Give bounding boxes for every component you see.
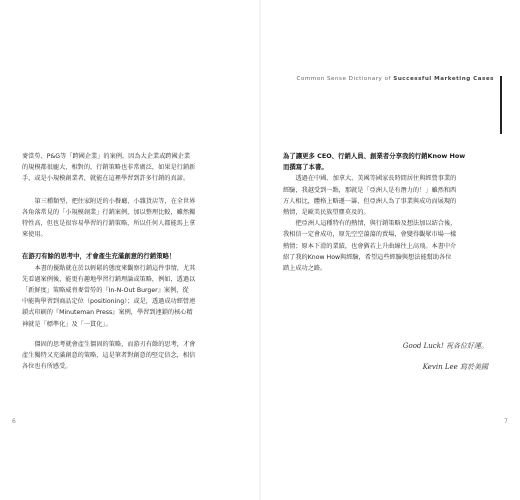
text-line: 各角落常見的「小規模創業」行銷案例，加以整理比較，雖然獨 <box>22 208 196 216</box>
text-line: 特性高，但也是很容易學習的行銷策略，所以任何人都能馬上拿 <box>22 220 196 228</box>
text-line: 鎖式印刷的『Minuteman Press』案例，學習到連鎖的核心精 <box>22 309 193 317</box>
closing-greeting: Good Luck! 祝各位好運。 <box>402 342 488 350</box>
text-line: 我相信一定會成功，原先空空蕩蕩的賣場，會變得觀眾市場一樣 <box>283 231 457 239</box>
text-line: 方人相比，體格上略遜一籌，但亞洲人為了事業與成功而展現的 <box>283 197 457 205</box>
left-page-text <box>22 151 240 372</box>
left-para-1 <box>22 151 240 185</box>
text-line: 各位也有所感受。 <box>22 363 72 371</box>
text-line: 的規模都很龐大，相對的，行銷策略也非常廣泛，如果是行銷新 <box>22 164 196 172</box>
text-line: 本書的優點就在於以輕鬆的態度來觀察行銷這件事情，尤其 <box>34 264 196 272</box>
right-para-2 <box>283 218 495 274</box>
text-line: 先看過案例後，能更有趣地學習行銷理論或策略，例如，透過以 <box>22 275 196 283</box>
text-line: 熱情，是歐美民族望塵莫及的。 <box>283 209 370 217</box>
left-para-3 <box>22 263 240 330</box>
heading-line: 為了讓更多 CEO、行銷人員、創業者分享我的行銷Know How <box>283 152 466 160</box>
header-prefix: Common Sense Dictionary of <box>296 76 394 82</box>
left-para-2 <box>22 196 240 241</box>
right-section-heading <box>283 151 495 173</box>
left-para-4 <box>22 339 240 373</box>
page-gutter <box>259 0 261 500</box>
right-para-1 <box>283 173 495 218</box>
header-rule <box>500 76 502 134</box>
text-line: 中能夠學習到商品定位（positioning）；或是，透過成功經營連 <box>22 298 196 306</box>
text-line: 麥當勞、P&G等「跨國企業」的案例，因為大企業或跨國企業 <box>22 153 191 160</box>
running-header <box>297 76 494 82</box>
text-line: 熱情；原本下滑的業績，也會猶若上升曲線往上高飛。本書中介 <box>283 242 457 250</box>
page-number-left: 6 <box>12 418 16 425</box>
text-line: 經驗，我越受到一點，那就是「亞洲人是有潛力的！」雖然和西 <box>283 186 457 194</box>
text-line: 產生獨特又充滿創意的策略，這是筆者對創意的堅定信念，相信 <box>22 352 196 360</box>
text-line: 來使用。 <box>22 231 47 239</box>
text-line: 「新鮮度」策略威脅麥當勞的『In-N-Out Burger』案例，從 <box>22 287 189 295</box>
header-title: Successful Marketing Cases <box>393 76 494 82</box>
text-line: 第三種類型，把住家附近的小餐廳、小雜貨店等，在全世界 <box>34 197 196 205</box>
text-line: 神就是「標準化」及「一貫化」。 <box>22 320 112 328</box>
left-section-heading: 在游刃有餘的思考中，才會產生充滿創意的行銷策略！ <box>22 252 176 261</box>
page-number-right: 7 <box>504 418 508 425</box>
heading-line: 而撰寫了本書。 <box>283 163 328 172</box>
text-line: 手，或是小規模創業者，就能在這裡學習到許多行銷的真諦。 <box>22 175 190 183</box>
text-line: 紹了我的Know How與經驗，希望這些經驗與想法能幫助各位 <box>283 253 452 261</box>
text-line: 踏上成功之路。 <box>283 265 327 273</box>
text-line: 把亞洲人這種特有的熱情，與行銷策略及想法加以結合後， <box>295 220 457 228</box>
text-line: 僵固的思考就會產生僵固的策略，而游刃有餘的思考，才會 <box>34 340 196 348</box>
author-signature: Kevin Lee 寫於美國 <box>422 363 488 371</box>
text-line: 透過在中國、加拿大、美國等國家長時間居住與經營事業的 <box>295 175 457 183</box>
right-page-text <box>283 151 495 274</box>
